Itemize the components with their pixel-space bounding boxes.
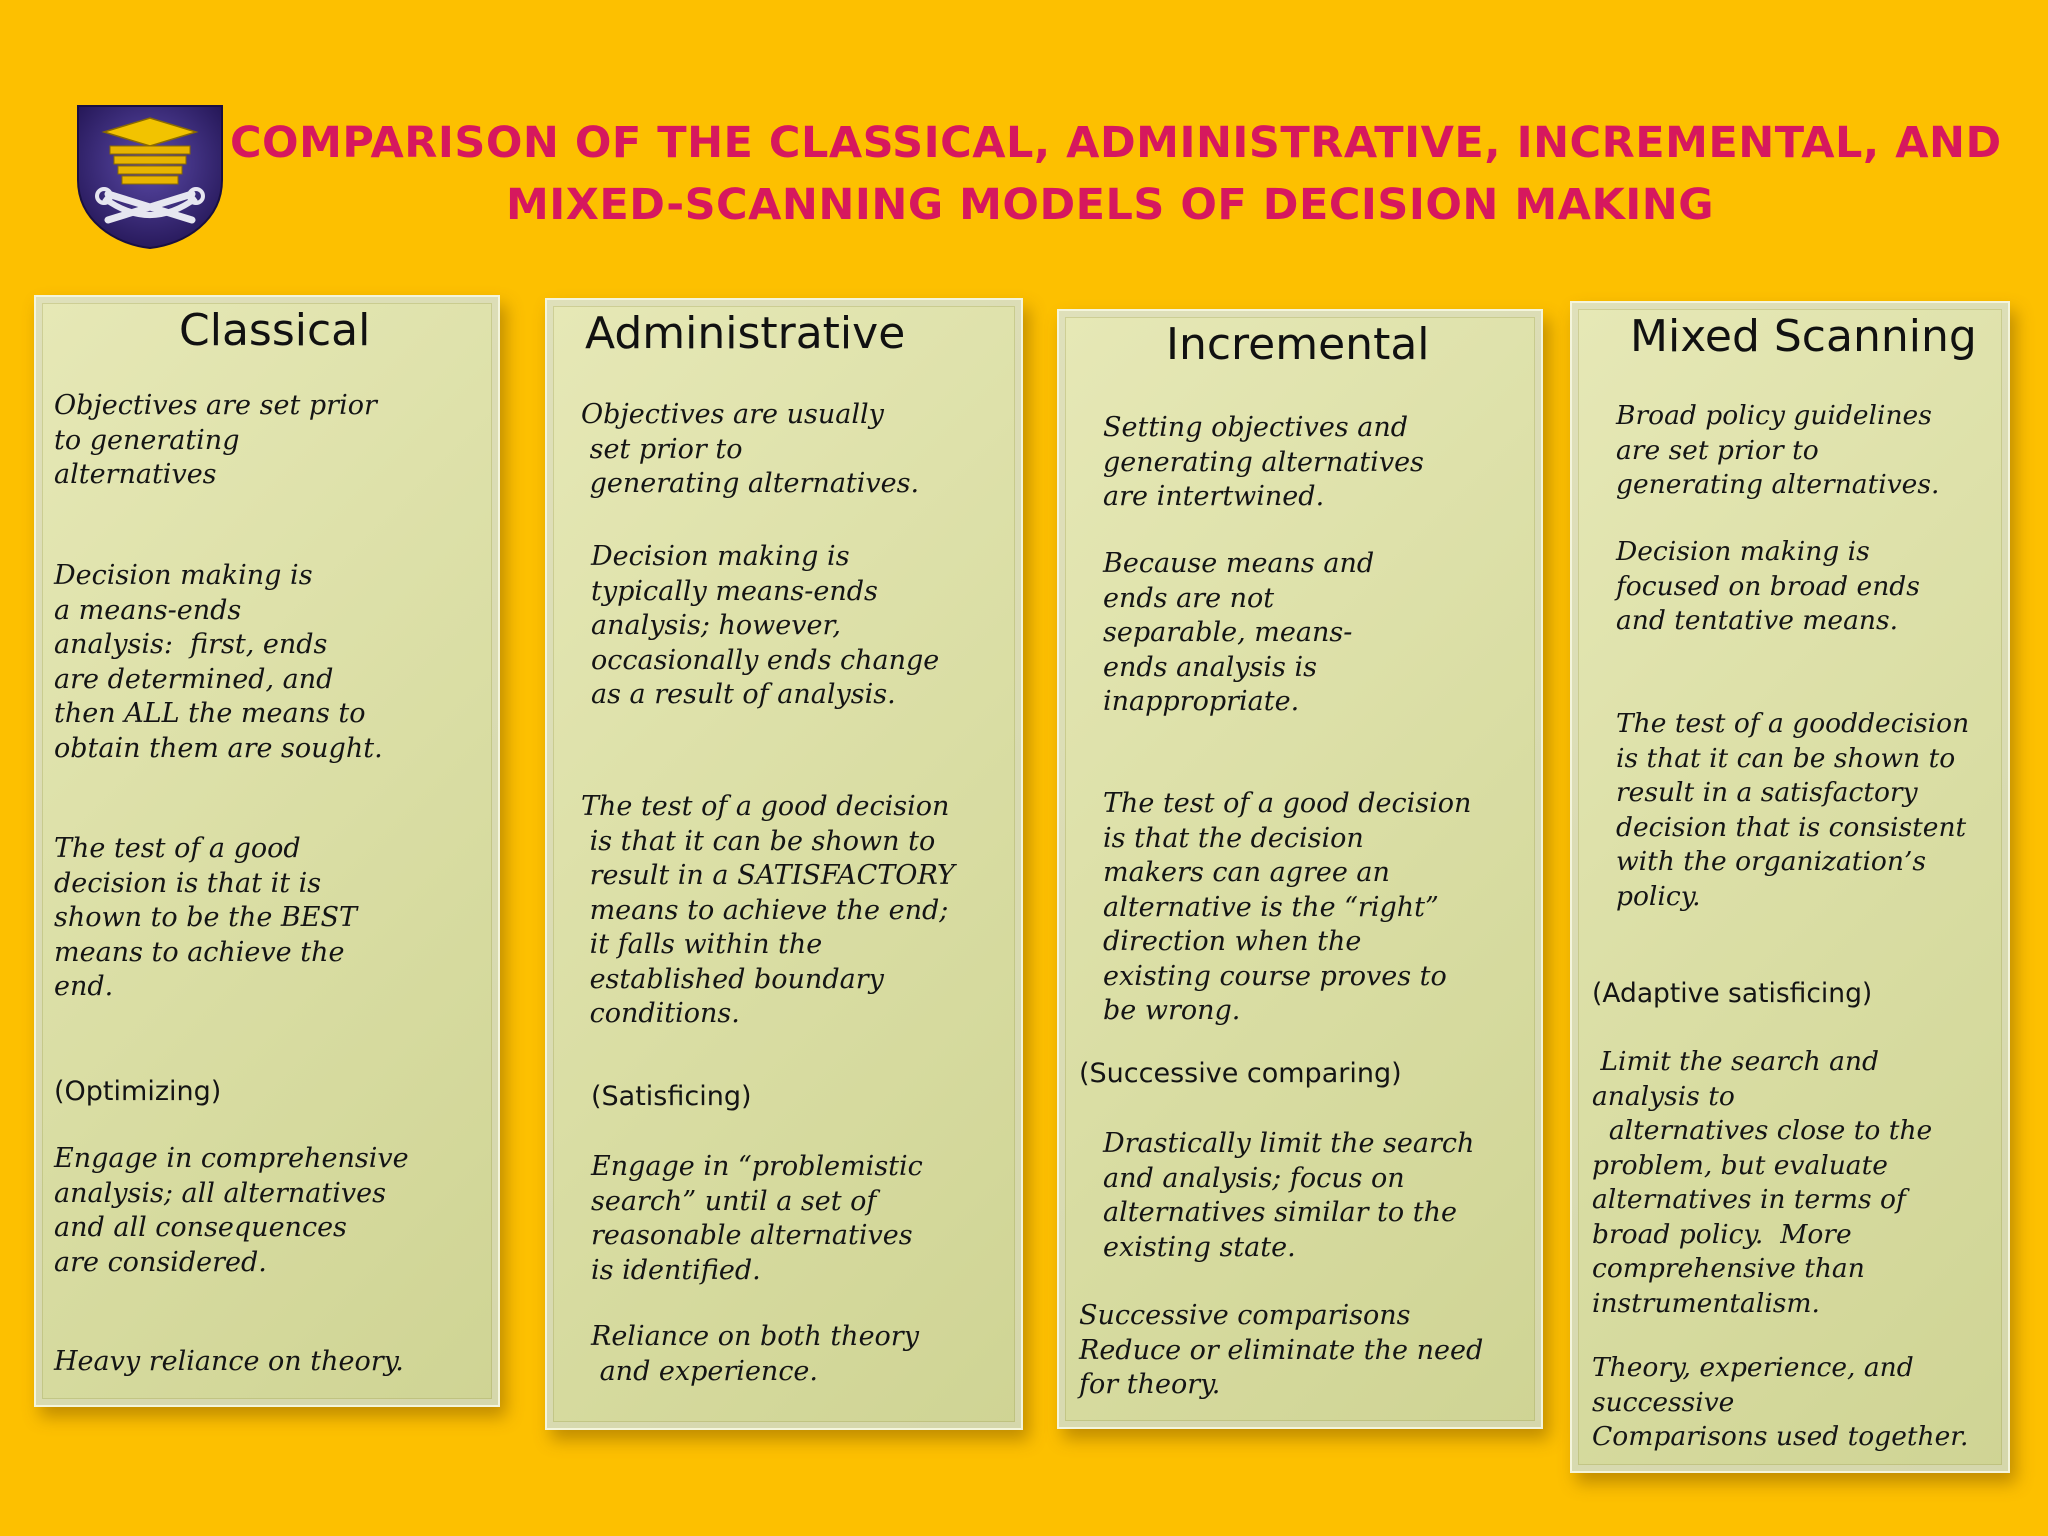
classical-search: Engage in comprehensive analysis; all alternatives and all consequences are considered. — [54, 1143, 409, 1278]
incremental-panel — [1057, 309, 1543, 1429]
title-line-1: COMPARISON OF THE CLASSICAL, ADMINISTRATIVE, INCREMENTAL, AND — [230, 118, 2002, 168]
administrative-theory: Reliance on both theory and experience. — [591, 1321, 919, 1387]
administrative-term: (Satisficing) — [591, 1081, 752, 1112]
mixed-scanning-search: Limit the search and analysis to alternatives close to the problem, but evaluate alternatives in terms of broad policy. More comprehensive than instrumentalism. — [1592, 1046, 1933, 1319]
classical-test: The test of a good decision is that it is shown to be the BEST means to achieve the end. — [54, 833, 357, 1002]
administrative-objectives: Objectives are usually set prior to generating alternatives. — [581, 399, 920, 499]
classical-means-ends: Decision making is a means-ends analysis: first, ends are determined, and then ALL the means to obtain them are sought. — [54, 560, 383, 764]
mixed-scanning-test: The test of a gooddecision is that it can be shown to result in a satisfactory decision that is consistent with the organization’s policy. — [1616, 708, 1970, 912]
title-line-2: MIXED-SCANNING MODELS OF DECISION MAKING — [505, 180, 1715, 230]
administrative-panel — [545, 298, 1023, 1430]
incremental-means-ends: Because means and ends are not separable, means- ends analysis is inappropriate. — [1103, 548, 1375, 717]
mixed-scanning-theory: Theory, experience, and successive Comparisons used together. — [1592, 1352, 1969, 1452]
mixed-scanning-term: (Adaptive satisficing) — [1592, 978, 1873, 1009]
administrative-means-ends: Decision making is typically means-ends analysis; however, occasionally ends change as a result of analysis. — [591, 541, 940, 710]
university-crest-icon — [74, 102, 226, 250]
incremental-term: (Successive comparing) — [1079, 1058, 1402, 1089]
classical-term: (Optimizing) — [54, 1076, 222, 1107]
mixed-scanning-objectives: Broad policy guidelines are set prior to generating alternatives. — [1616, 400, 1940, 500]
incremental-theory: Successive comparisons Reduce or eliminate the need for theory. — [1079, 1300, 1484, 1400]
administrative-heading: Administrative — [585, 308, 906, 359]
classical-theory: Heavy reliance on theory. — [54, 1346, 404, 1377]
administrative-search: Engage in “problemistic search” until a set of reasonable alternatives is identified. — [591, 1151, 923, 1286]
classical-heading: Classical — [179, 305, 371, 356]
mixed-scanning-heading: Mixed Scanning — [1630, 311, 1977, 362]
page-title — [230, 112, 2002, 236]
classical-panel — [34, 295, 500, 1407]
administrative-test: The test of a good decision is that it can be shown to result in a SATISFACTORY means to achieve the end; it falls within the established boundary conditions. — [581, 791, 955, 1029]
classical-objectives: Objectives are set prior to generating alternatives — [54, 390, 377, 490]
incremental-heading: Incremental — [1166, 319, 1430, 370]
incremental-search: Drastically limit the search and analysis; focus on alternatives similar to the existing state. — [1103, 1128, 1475, 1263]
incremental-test: The test of a good decision is that the decision makers can agree an alternative is the “right” direction when the existing course proves to be wrong. — [1103, 788, 1472, 1026]
mixed-scanning-panel — [1570, 301, 2010, 1473]
mixed-scanning-means-ends: Decision making is focused on broad ends and tentative means. — [1616, 536, 1920, 636]
incremental-objectives: Setting objectives and generating alternatives are intertwined. — [1103, 412, 1424, 512]
